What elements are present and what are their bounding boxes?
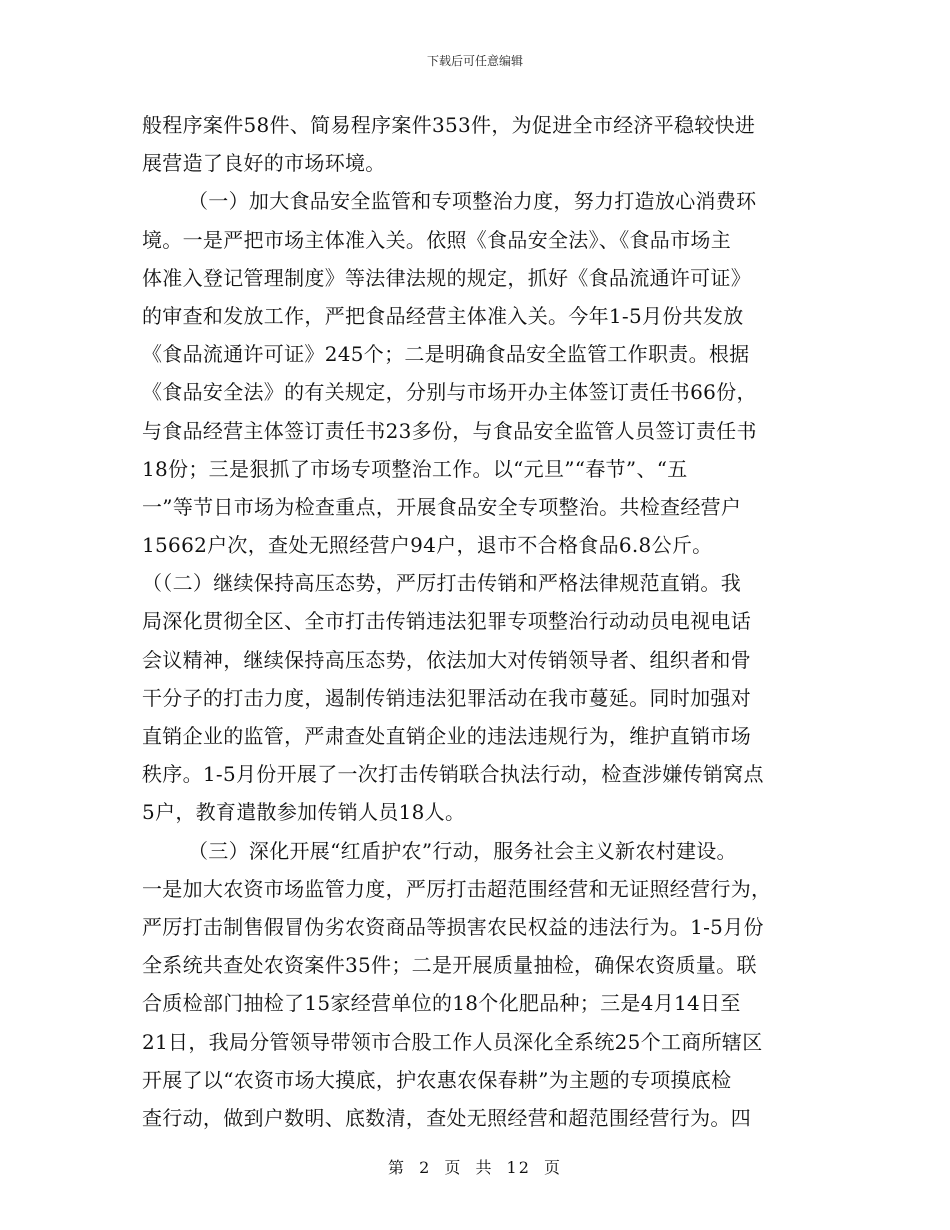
paragraph-start-line: （（二）继续保持高压态势，严厉打击传销和严格法律规范直销。我 <box>142 571 741 596</box>
page-header: 下载后可任意编辑 <box>426 54 523 68</box>
text-line: 严厉打击制售假冒伪劣农资商品等损害农民权益的违法行为。1-5月份 <box>142 914 764 939</box>
text-line: 直销企业的监管，严肃查处直销企业的违法违规行为，维护直销市场 <box>142 724 751 748</box>
text-line: 《食品安全法》的有关规定，分别与市场开办主体签订责任书66份， <box>142 380 757 405</box>
text-line: 5户，教育遣散参加传销人员18人。 <box>142 800 466 825</box>
text-line: 的审查和发放工作，严把食品经营主体准入关。今年1-5月份共发放 <box>142 303 744 328</box>
text-line: 合质检部门抽检了15家经营单位的18个化肥品种；三是4月14日至 <box>142 991 741 1016</box>
text-line: 全系统共查处农资案件35件；二是开展质量抽检，确保农资质量。联 <box>142 953 757 978</box>
text-line: 局深化贯彻全区、全市打击传销违法犯罪专项整治行动动员电视电话 <box>142 609 751 634</box>
text-line: 与食品经营主体签订责任书23多份，与食品安全监管人员签订责任书 <box>142 418 757 443</box>
text-line: 18份；三是狠抓了市场专项整治工作。以“元旦”“春节”、“五 <box>142 456 688 481</box>
text-line: 一是加大农资市场监管力度，严厉打击超范围经营和无证照经营行为， <box>142 876 772 901</box>
text-line: 展营造了良好的市场环境。 <box>142 151 386 176</box>
text-line: 体准入登记管理制度》等法律法规的规定，抓好《食品流通许可证》 <box>142 265 751 290</box>
text-line: 会议精神，继续保持高压态势，依法加大对传销领导者、组织者和骨 <box>142 647 751 672</box>
text-line: 15662户次，查处无照经营户94户，退市不合格食品6.8公斤。 <box>142 533 713 558</box>
text-line: 开展了以“农资市场大摸底，护农惠农保春耕”为主题的专项摸底检 <box>142 1067 732 1092</box>
text-line: 21日，我局分管领导带领市合股工作人员深化全系统25个工商所辖区 <box>142 1029 763 1054</box>
text-line: 干分子的打击力度，遏制传销违法犯罪活动在我市蔓延。同时加强对 <box>142 685 751 710</box>
text-line: 查行动，做到户数明、底数清，查处无照经营和超范围经营行为。四 <box>142 1105 751 1130</box>
page-number-footer: 第 2 页 共 12 页 <box>388 1158 562 1177</box>
text-line: 秩序。1-5月份开展了一次打击传销联合执法行动，检查涉嫌传销窝点 <box>142 762 764 787</box>
document-body <box>142 106 810 1137</box>
paragraph-start-line: （三）深化开展“红盾护农”行动，服务社会主义新农村建设。 <box>188 838 737 863</box>
text-line: 《食品流通许可证》245个；二是明确食品安全监管工作职责。根据 <box>142 342 750 367</box>
text-line: 般程序案件58件、简易程序案件353件，为促进全市经济平稳较快进 <box>142 113 756 137</box>
text-line: 境。一是严把市场主体准入关。依照《食品安全法》、《食品市场主 <box>142 227 731 252</box>
text-line: 一”等节日市场为检查重点，开展食品安全专项整治。共检查经营户 <box>142 494 742 519</box>
paragraph-start-line: （一）加大食品安全监管和专项整治力度，努力打造放心消费环 <box>188 189 757 214</box>
